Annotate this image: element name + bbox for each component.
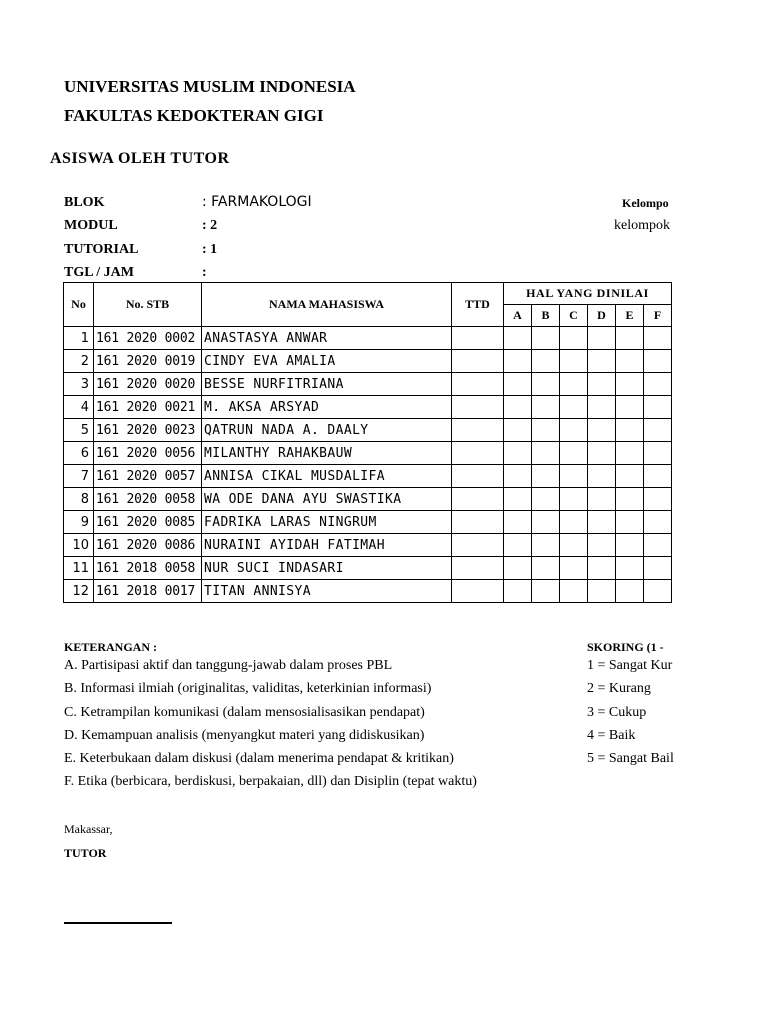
keterangan-item-d: D. Kemampuan analisis (menyangkut materi yang didiskusikan) bbox=[64, 728, 425, 743]
row-score-b bbox=[532, 534, 560, 557]
row-score-a bbox=[504, 488, 532, 511]
row-stb: 161 2020 0020 bbox=[94, 373, 202, 396]
row-score-c bbox=[560, 534, 588, 557]
row-score-f bbox=[644, 442, 672, 465]
row-number: 7 bbox=[64, 465, 94, 488]
row-score-f bbox=[644, 327, 672, 350]
row-score-e bbox=[616, 419, 644, 442]
keterangan-item-a: A. Partisipasi aktif dan tanggung-jawab dalam proses PBL bbox=[64, 658, 393, 673]
header-col-b: B bbox=[532, 305, 560, 327]
kelompok-label: Kelompo bbox=[622, 196, 669, 210]
student-table bbox=[63, 282, 672, 603]
keterangan-item-b: B. Informasi ilmiah (originalitas, validitas, keterkinian informasi) bbox=[64, 681, 432, 696]
row-score-e bbox=[616, 557, 644, 580]
row-score-b bbox=[532, 465, 560, 488]
row-score-a bbox=[504, 442, 532, 465]
page-subtitle: ASISWA OLEH TUTOR bbox=[50, 150, 230, 167]
row-score-d bbox=[588, 419, 616, 442]
keterangan-item-e: E. Keterbukaan dalam diskusi (dalam menerima pendapat & kritikan) bbox=[64, 751, 454, 766]
row-score-a bbox=[504, 373, 532, 396]
keterangan-title: KETERANGAN : bbox=[64, 640, 158, 654]
header-stb: No. STB bbox=[94, 283, 202, 327]
row-score-a bbox=[504, 511, 532, 534]
row-stb: 161 2018 0017 bbox=[94, 580, 202, 603]
row-score-c bbox=[560, 511, 588, 534]
row-score-d bbox=[588, 350, 616, 373]
row-score-e bbox=[616, 511, 644, 534]
row-score-d bbox=[588, 511, 616, 534]
row-number: 9 bbox=[64, 511, 94, 534]
row-score-f bbox=[644, 580, 672, 603]
row-stb: 161 2020 0023 bbox=[94, 419, 202, 442]
table-row bbox=[64, 488, 672, 511]
row-score-b bbox=[532, 350, 560, 373]
row-score-e bbox=[616, 488, 644, 511]
blok-value: : FARMAKOLOGI bbox=[202, 194, 312, 210]
row-score-c bbox=[560, 373, 588, 396]
row-score-f bbox=[644, 350, 672, 373]
row-stb: 161 2020 0002 bbox=[94, 327, 202, 350]
skoring-title: SKORING (1 - bbox=[587, 640, 664, 654]
row-score-b bbox=[532, 327, 560, 350]
faculty-title: FAKULTAS KEDOKTERAN GIGI bbox=[64, 106, 324, 125]
row-ttd-cell bbox=[452, 488, 504, 511]
row-ttd-cell bbox=[452, 396, 504, 419]
row-score-c bbox=[560, 557, 588, 580]
header-col-d: D bbox=[588, 305, 616, 327]
row-score-f bbox=[644, 511, 672, 534]
row-number: 5 bbox=[64, 419, 94, 442]
row-stb: 161 2020 0057 bbox=[94, 465, 202, 488]
row-score-d bbox=[588, 465, 616, 488]
row-nama: TITAN ANNISYA bbox=[202, 580, 452, 603]
row-score-a bbox=[504, 396, 532, 419]
modul-value: : 2 bbox=[202, 218, 218, 233]
row-score-f bbox=[644, 557, 672, 580]
row-ttd-cell bbox=[452, 350, 504, 373]
row-nama: FADRIKA LARAS NINGRUM bbox=[202, 511, 452, 534]
blok-label: BLOK bbox=[64, 195, 105, 210]
row-number: 11 bbox=[64, 557, 94, 580]
row-number: 6 bbox=[64, 442, 94, 465]
row-score-d bbox=[588, 580, 616, 603]
table-row bbox=[64, 327, 672, 350]
row-stb: 161 2020 0019 bbox=[94, 350, 202, 373]
modul-label: MODUL bbox=[64, 218, 118, 233]
row-nama: ANASTASYA ANWAR bbox=[202, 327, 452, 350]
table-row bbox=[64, 465, 672, 488]
row-score-d bbox=[588, 557, 616, 580]
tutorial-value: : 1 bbox=[202, 242, 218, 257]
header-col-c: C bbox=[560, 305, 588, 327]
row-score-a bbox=[504, 580, 532, 603]
row-score-d bbox=[588, 373, 616, 396]
row-score-b bbox=[532, 580, 560, 603]
table-row bbox=[64, 396, 672, 419]
row-score-f bbox=[644, 373, 672, 396]
footer-tutor: TUTOR bbox=[64, 846, 107, 860]
skoring-item-1: 1 = Sangat Kur bbox=[587, 658, 673, 673]
row-score-b bbox=[532, 557, 560, 580]
row-score-d bbox=[588, 488, 616, 511]
row-score-a bbox=[504, 534, 532, 557]
row-score-c bbox=[560, 465, 588, 488]
row-score-d bbox=[588, 442, 616, 465]
table-row bbox=[64, 534, 672, 557]
row-nama: M. AKSA ARSYAD bbox=[202, 396, 452, 419]
table-row bbox=[64, 419, 672, 442]
skoring-item-4: 4 = Baik bbox=[587, 728, 636, 743]
table-row bbox=[64, 511, 672, 534]
row-score-f bbox=[644, 534, 672, 557]
row-score-d bbox=[588, 534, 616, 557]
row-nama: NUR SUCI INDASARI bbox=[202, 557, 452, 580]
row-ttd-cell bbox=[452, 327, 504, 350]
row-score-e bbox=[616, 465, 644, 488]
row-score-c bbox=[560, 350, 588, 373]
row-score-a bbox=[504, 557, 532, 580]
row-nama: MILANTHY RAHAKBAUW bbox=[202, 442, 452, 465]
row-number: 10 bbox=[64, 534, 94, 557]
row-score-a bbox=[504, 350, 532, 373]
row-score-f bbox=[644, 419, 672, 442]
row-number: 1 bbox=[64, 327, 94, 350]
row-score-b bbox=[532, 373, 560, 396]
row-score-a bbox=[504, 327, 532, 350]
kelompok-text: kelompok bbox=[614, 218, 670, 233]
row-score-f bbox=[644, 465, 672, 488]
row-stb: 161 2020 0086 bbox=[94, 534, 202, 557]
table-row bbox=[64, 442, 672, 465]
skoring-item-3: 3 = Cukup bbox=[587, 705, 647, 720]
row-nama: ANNISA CIKAL MUSDALIFA bbox=[202, 465, 452, 488]
row-score-c bbox=[560, 488, 588, 511]
row-stb: 161 2018 0058 bbox=[94, 557, 202, 580]
row-number: 3 bbox=[64, 373, 94, 396]
header-no: No bbox=[64, 283, 94, 327]
row-score-e bbox=[616, 442, 644, 465]
header-ttd: TTD bbox=[452, 283, 504, 327]
row-score-b bbox=[532, 488, 560, 511]
row-nama: BESSE NURFITRIANA bbox=[202, 373, 452, 396]
keterangan-item-f: F. Etika (berbicara, berdiskusi, berpakaian, dll) dan Disiplin (tepat waktu) bbox=[64, 774, 477, 789]
row-score-b bbox=[532, 511, 560, 534]
row-score-e bbox=[616, 327, 644, 350]
row-score-e bbox=[616, 534, 644, 557]
row-score-c bbox=[560, 580, 588, 603]
row-score-e bbox=[616, 350, 644, 373]
table-row bbox=[64, 580, 672, 603]
header-col-f: F bbox=[644, 305, 672, 327]
table-row bbox=[64, 557, 672, 580]
row-ttd-cell bbox=[452, 580, 504, 603]
row-score-e bbox=[616, 396, 644, 419]
row-score-c bbox=[560, 327, 588, 350]
row-score-b bbox=[532, 419, 560, 442]
table-row bbox=[64, 350, 672, 373]
row-ttd-cell bbox=[452, 511, 504, 534]
row-ttd-cell bbox=[452, 419, 504, 442]
row-stb: 161 2020 0056 bbox=[94, 442, 202, 465]
footer-place: Makassar, bbox=[64, 822, 113, 836]
row-score-b bbox=[532, 396, 560, 419]
row-stb: 161 2020 0058 bbox=[94, 488, 202, 511]
tgl-value: : bbox=[202, 265, 207, 280]
row-nama: WA ODE DANA AYU SWASTIKA bbox=[202, 488, 452, 511]
row-ttd-cell bbox=[452, 534, 504, 557]
row-number: 2 bbox=[64, 350, 94, 373]
row-score-a bbox=[504, 419, 532, 442]
row-score-a bbox=[504, 465, 532, 488]
row-ttd-cell bbox=[452, 442, 504, 465]
table-row bbox=[64, 373, 672, 396]
row-score-c bbox=[560, 442, 588, 465]
row-number: 8 bbox=[64, 488, 94, 511]
row-score-c bbox=[560, 419, 588, 442]
row-score-f bbox=[644, 396, 672, 419]
row-nama: QATRUN NADA A. DAALY bbox=[202, 419, 452, 442]
keterangan-item-c: C. Ketrampilan komunikasi (dalam mensosialisasikan pendapat) bbox=[64, 705, 425, 720]
header-col-a: A bbox=[504, 305, 532, 327]
row-score-d bbox=[588, 396, 616, 419]
row-score-d bbox=[588, 327, 616, 350]
tutorial-label: TUTORIAL bbox=[64, 242, 139, 257]
row-score-e bbox=[616, 373, 644, 396]
skoring-item-5: 5 = Sangat Bail bbox=[587, 751, 674, 766]
row-stb: 161 2020 0021 bbox=[94, 396, 202, 419]
row-score-e bbox=[616, 580, 644, 603]
university-title: UNIVERSITAS MUSLIM INDONESIA bbox=[64, 77, 356, 96]
row-nama: NURAINI AYIDAH FATIMAH bbox=[202, 534, 452, 557]
skoring-item-2: 2 = Kurang bbox=[587, 681, 651, 696]
row-ttd-cell bbox=[452, 373, 504, 396]
header-nama: NAMA MAHASISWA bbox=[202, 283, 452, 327]
row-nama: CINDY EVA AMALIA bbox=[202, 350, 452, 373]
signature-line bbox=[64, 922, 172, 924]
row-score-b bbox=[532, 442, 560, 465]
row-stb: 161 2020 0085 bbox=[94, 511, 202, 534]
row-ttd-cell bbox=[452, 465, 504, 488]
row-score-f bbox=[644, 488, 672, 511]
row-number: 4 bbox=[64, 396, 94, 419]
tgl-label: TGL / JAM bbox=[64, 265, 135, 280]
header-col-e: E bbox=[616, 305, 644, 327]
row-score-c bbox=[560, 396, 588, 419]
row-number: 12 bbox=[64, 580, 94, 603]
header-hal-yang-dinilai: HAL YANG DINILAI bbox=[504, 283, 672, 305]
row-ttd-cell bbox=[452, 557, 504, 580]
